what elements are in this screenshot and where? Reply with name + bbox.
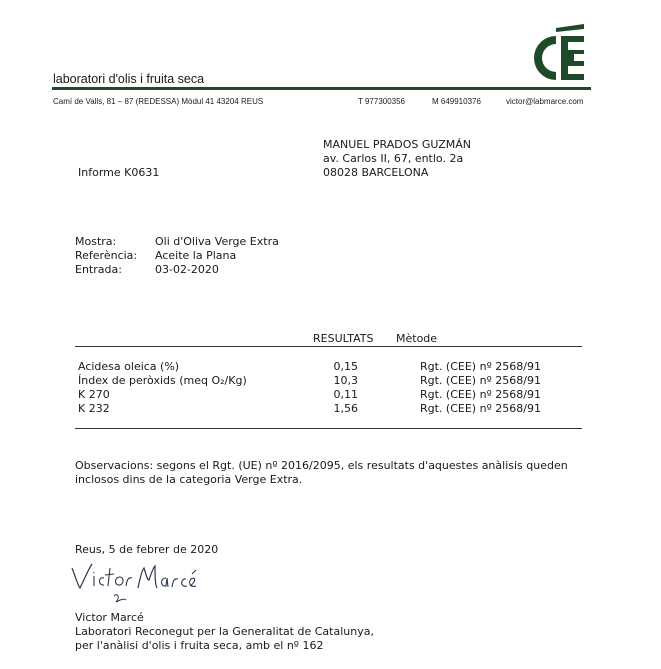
table-row-value: 10,3 xyxy=(333,374,358,387)
results-column-header: RESULTATS xyxy=(313,332,374,345)
reference-value: Aceite la Plana xyxy=(155,249,237,262)
table-row-method: Rgt. (CEE) nº 2568/91 xyxy=(420,360,541,373)
report-id: Informe K0631 xyxy=(78,166,160,179)
sample-label: Mostra: xyxy=(75,235,117,248)
lab-address: Camí de Valls, 81 – 87 (REDESSA) Mòdul 41 43204 REUS xyxy=(53,97,264,106)
method-column-header: Mètode xyxy=(396,332,438,345)
entry-label: Entrada: xyxy=(75,263,122,276)
table-row-method: Rgt. (CEE) nº 2568/91 xyxy=(420,374,541,387)
results-bottom-rule xyxy=(75,428,582,429)
table-row-value: 1,56 xyxy=(333,402,358,415)
observations-line-1: Observacions: segons el Rgt. (UE) nº 2016/2095, els resultats d'aquestes anàlisis queden xyxy=(75,459,568,472)
recipient-street: av. Carlos II, 67, entlo. 2a xyxy=(323,152,464,165)
signer-name: Victor Marcé xyxy=(75,611,144,624)
reference-label: Referència: xyxy=(75,249,138,262)
table-row-method: Rgt. (CEE) nº 2568/91 xyxy=(420,402,541,415)
header-divider xyxy=(52,87,591,90)
lab-email[interactable]: victor@labmarce.com xyxy=(506,97,584,106)
sample-value: Oli d'Oliva Verge Extra xyxy=(155,235,279,248)
table-row-param: Acidesa oleica (%) xyxy=(78,360,180,373)
table-row-param: K 270 xyxy=(78,388,110,401)
results-top-rule xyxy=(75,346,582,347)
recipient-city: 08028 BARCELONA xyxy=(323,166,429,179)
table-row-value: 0,15 xyxy=(333,360,358,373)
table-row-method: Rgt. (CEE) nº 2568/91 xyxy=(420,388,541,401)
place-date: Reus, 5 de febrer de 2020 xyxy=(75,543,219,556)
table-row-param: K 232 xyxy=(78,402,110,415)
lab-name: laboratori d'olis i fruita seca xyxy=(53,72,205,86)
handwritten-signature xyxy=(70,558,200,608)
observations-line-2: inclosos dins de la categoria Verge Extra. xyxy=(75,473,303,486)
signer-credential-line-1: Laboratori Reconegut per la Generalitat de Catalunya, xyxy=(75,625,374,638)
lab-phone: T 977300356 xyxy=(358,97,406,106)
recipient-name: MANUEL PRADOS GUZMÁN xyxy=(323,138,471,151)
table-row-param: Índex de peròxids (meq O₂/Kg) xyxy=(78,374,247,387)
lab-logo-icon xyxy=(528,22,584,80)
entry-value: 03-02-2020 xyxy=(155,263,219,276)
lab-mobile: M 649910376 xyxy=(432,97,481,106)
signer-credential-line-2: per l'anàlisi d'olis i fruita seca, amb el nº 162 xyxy=(75,639,324,652)
table-row-value: 0,11 xyxy=(333,388,358,401)
